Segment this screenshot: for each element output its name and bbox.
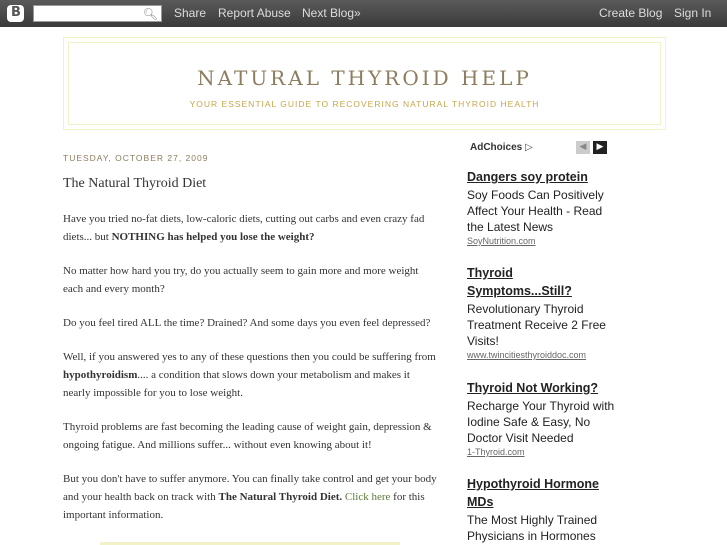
ad-unit-3 xyxy=(467,379,617,457)
blogger-navbar xyxy=(0,0,727,27)
blog-title[interactable]: NATURAL THYROID HELP xyxy=(197,66,532,90)
blog-header-inner xyxy=(68,42,661,125)
post-text: .... a condition that slows down your metabolism and makes it nearly impossible for you to lose weight. xyxy=(63,369,410,399)
adchoices-label[interactable] xyxy=(470,142,533,153)
blog-header xyxy=(63,37,666,130)
click-here-link[interactable]: Click here xyxy=(344,491,391,503)
ad-unit-1 xyxy=(467,168,617,246)
ad-unit-4 xyxy=(467,475,617,544)
post-bold-text: The Natural Thyroid Diet. xyxy=(218,491,343,503)
blog-description: YOUR ESSENTIAL GUIDE TO RECOVERING NATURAL THYROID HEALTH xyxy=(189,99,540,109)
post-paragraph-5: Thyroid problems are fast becoming the leading cause of weight gain, depression & ongoing fatigue. And millions suffer... without even knowing about it! xyxy=(63,421,432,451)
ad-text: The Most Highly Trained Physicians in Hormones xyxy=(467,513,598,543)
create-blog-link[interactable]: Create Blog xyxy=(599,6,663,20)
adchoices-text: AdChoices xyxy=(470,142,523,153)
post-paragraph-4 xyxy=(63,348,438,402)
search-icon[interactable]: 🔍︎ xyxy=(142,7,158,21)
post-text: But you don't have to suffer anymore. You can finally take control and get your body and your health back on track with xyxy=(63,473,437,503)
ad-url-link[interactable]: SoyNutrition.com xyxy=(467,236,536,246)
ad-next-button[interactable]: ▶ xyxy=(593,141,607,154)
post-text: Well, if you answered yes to any of these questions then you could be suffering from xyxy=(63,351,436,363)
ad-text: Recharge Your Thyroid with Iodine Safe & Easy, No Doctor Visit Needed xyxy=(467,399,615,445)
ad-text: Soy Foods Can Positively Affect Your Health - Read the Latest News xyxy=(467,188,604,234)
post-paragraph-2: No matter how hard you try, do you actually seem to gain more and more weight each and every month? xyxy=(63,265,419,295)
ad-title-link[interactable]: Hypothyroid Hormone MDs xyxy=(467,477,599,509)
ad-title-link[interactable]: Thyroid Symptoms...Still? xyxy=(467,266,572,298)
post-title: The Natural Thyroid Diet xyxy=(63,176,207,191)
sign-in-link[interactable]: Sign In xyxy=(674,6,712,20)
ad-url-link[interactable]: 1-Thyroid.com xyxy=(467,447,525,457)
blogger-logo-icon[interactable] xyxy=(7,5,24,22)
post-date: TUESDAY, OCTOBER 27, 2009 xyxy=(63,153,209,163)
post-paragraph-6 xyxy=(63,470,438,524)
post-bold-text: hypothyroidism xyxy=(63,369,138,381)
report-abuse-link[interactable]: Report Abuse xyxy=(218,6,291,20)
ad-text: Revolutionary Thyroid Treatment Receive 2 Free Visits! xyxy=(467,302,606,348)
post-paragraph-3: Do you feel tired ALL the time? Drained? And some days you even feel depressed? xyxy=(63,317,431,329)
search-input[interactable] xyxy=(33,5,162,22)
next-blog-link[interactable]: Next Blog» xyxy=(302,6,361,20)
ad-title-link[interactable]: Thyroid Not Working? xyxy=(467,381,599,395)
post-bold-text: NOTHING has helped you lose the weight? xyxy=(111,231,315,243)
share-link[interactable]: Share xyxy=(174,6,207,20)
adchoices-icon: ▷ xyxy=(525,142,533,153)
ad-url-link[interactable]: www.twincitiesthyroiddoc.com xyxy=(467,350,587,360)
post-text: Have you tried no-fat diets, low-caloric diets, cutting out carbs and even crazy fad diets... but xyxy=(63,213,425,243)
post-body xyxy=(63,210,438,540)
blogger-logo-letter: B xyxy=(11,5,21,20)
ad-unit-2 xyxy=(467,264,617,360)
ad-prev-button[interactable]: ◀ xyxy=(576,141,590,154)
post-text: for this important information. xyxy=(63,491,425,521)
post-paragraph-1 xyxy=(63,210,438,246)
ad-title-link[interactable]: Dangers soy protein xyxy=(467,170,588,184)
